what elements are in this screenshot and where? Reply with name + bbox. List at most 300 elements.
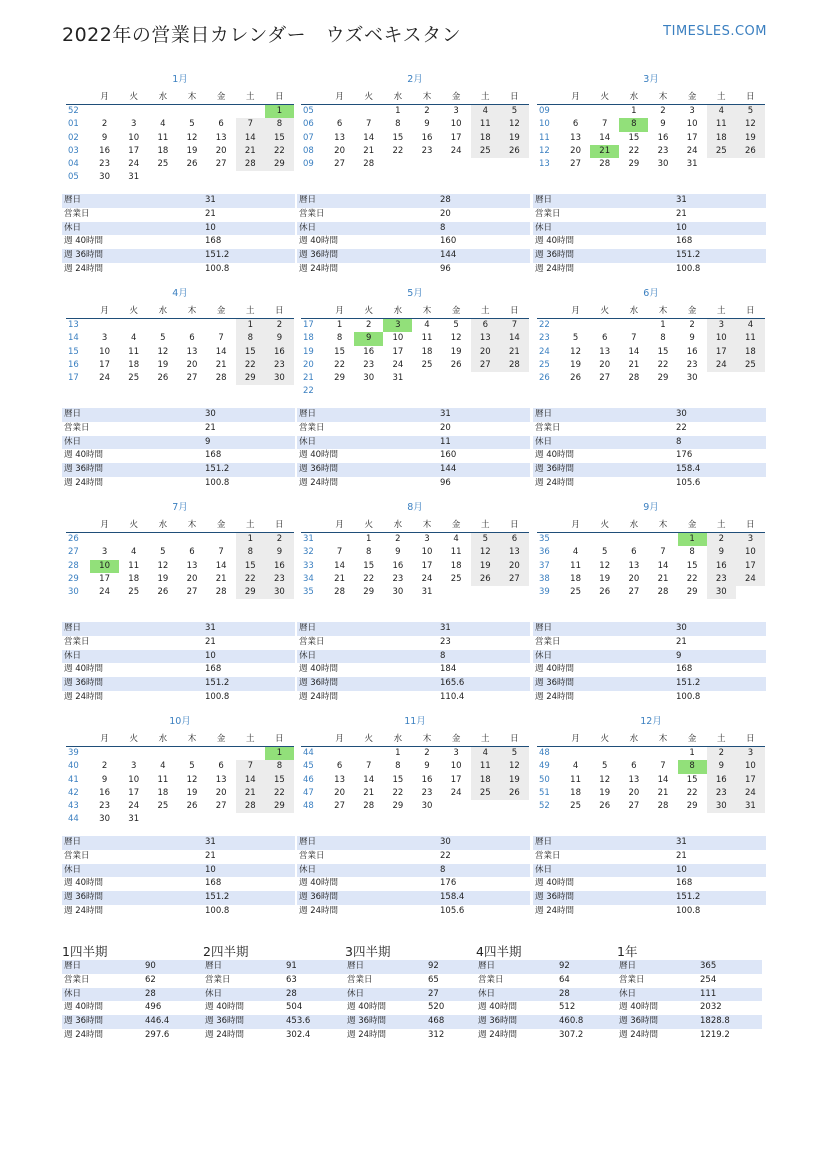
day-cell[interactable]: 13 xyxy=(215,774,227,785)
day-cell[interactable]: 27 xyxy=(215,159,227,170)
day-cell[interactable]: 27 xyxy=(599,373,611,384)
day-cell[interactable]: 8 xyxy=(660,333,666,344)
day-cell[interactable]: 5 xyxy=(602,547,608,558)
day-cell[interactable]: 10 xyxy=(99,346,110,357)
day-cell[interactable]: 29 xyxy=(236,372,265,385)
day-cell[interactable]: 7 xyxy=(236,760,265,773)
day-cell[interactable]: 22 xyxy=(334,359,345,370)
day-cell[interactable]: 30 xyxy=(265,372,294,385)
day-cell[interactable]: 8 xyxy=(395,119,401,130)
day-cell[interactable]: 25 xyxy=(570,587,581,598)
day-cell[interactable]: 17 xyxy=(99,573,110,584)
day-cell[interactable]: 11 xyxy=(421,333,433,344)
day-cell[interactable]: 18 xyxy=(570,573,581,584)
day-cell[interactable]: 14 xyxy=(215,346,227,357)
day-cell[interactable]: 3 xyxy=(101,547,108,558)
day-cell[interactable]: 18 xyxy=(128,573,140,584)
day-cell[interactable]: 30 xyxy=(265,586,294,599)
day-cell[interactable]: 29 xyxy=(265,158,294,171)
day-cell[interactable]: 21 xyxy=(363,787,375,798)
day-cell[interactable]: 26 xyxy=(500,787,529,800)
day-cell[interactable]: 11 xyxy=(570,560,581,571)
day-cell[interactable]: 9 xyxy=(660,119,666,130)
day-cell[interactable]: 30 xyxy=(99,814,110,825)
day-cell[interactable]: 16 xyxy=(99,145,110,156)
day-cell[interactable]: 11 xyxy=(570,774,581,785)
day-cell[interactable]: 23 xyxy=(265,359,294,372)
day-cell[interactable]: 5 xyxy=(572,333,579,344)
day-cell[interactable]: 29 xyxy=(363,587,375,598)
day-cell[interactable]: 17 xyxy=(128,787,140,798)
day-cell[interactable]: 22 xyxy=(265,145,294,158)
day-cell[interactable]: 26 xyxy=(157,587,169,598)
day-cell[interactable]: 23 xyxy=(707,787,736,800)
day-cell[interactable]: 13 xyxy=(500,546,529,559)
day-cell[interactable]: 25 xyxy=(128,587,140,598)
day-cell[interactable]: 23 xyxy=(265,573,294,586)
day-cell[interactable]: 4 xyxy=(131,333,137,344)
day-cell[interactable]: 17 xyxy=(736,774,765,787)
day-cell[interactable]: 23 xyxy=(421,787,433,798)
day-cell[interactable]: 15 xyxy=(236,560,265,573)
day-cell[interactable]: 22 xyxy=(657,359,669,370)
day-cell[interactable]: 24 xyxy=(421,573,433,584)
day-cell[interactable]: 11 xyxy=(157,132,169,143)
day-cell[interactable]: 12 xyxy=(599,774,611,785)
day-cell[interactable]: 29 xyxy=(657,373,669,384)
day-cell[interactable]: 12 xyxy=(500,760,529,773)
day-cell[interactable]: 29 xyxy=(686,587,698,598)
day-cell[interactable]: 6 xyxy=(572,119,579,130)
day-cell[interactable]: 3 xyxy=(101,333,108,344)
day-cell[interactable]: 7 xyxy=(366,119,372,130)
day-cell[interactable]: 21 xyxy=(334,573,345,584)
day-cell[interactable]: 14 xyxy=(363,132,375,143)
day-cell[interactable]: 6 xyxy=(336,119,343,130)
day-cell[interactable]: 31 xyxy=(686,159,698,170)
day-cell[interactable]: 5 xyxy=(500,105,529,119)
day-cell[interactable]: 1 xyxy=(631,106,637,116)
day-cell[interactable]: 10 xyxy=(450,119,462,130)
day-cell[interactable]: 27 xyxy=(628,587,640,598)
day-cell[interactable]: 2 xyxy=(707,747,736,761)
day-cell[interactable]: 1 xyxy=(265,105,294,119)
day-cell[interactable]: 23 xyxy=(686,359,698,370)
day-cell[interactable]: 13 xyxy=(628,774,640,785)
day-cell[interactable]: 8 xyxy=(366,547,372,558)
day-cell[interactable]: 26 xyxy=(450,359,462,370)
day-cell[interactable]: 21 xyxy=(500,346,529,359)
day-cell[interactable]: 8 xyxy=(236,332,265,345)
day-cell[interactable]: 6 xyxy=(471,319,500,333)
day-cell[interactable]: 5 xyxy=(189,119,195,130)
day-cell[interactable]: 8 xyxy=(395,761,401,772)
day-cell[interactable]: 3 xyxy=(689,106,695,116)
day-cell[interactable]: 20 xyxy=(471,346,500,359)
day-cell[interactable]: 25 xyxy=(421,359,433,370)
day-cell[interactable]: 2 xyxy=(366,320,372,330)
day-cell[interactable]: 20 xyxy=(599,359,611,370)
day-cell[interactable]: 24 xyxy=(450,145,462,156)
day-cell[interactable]: 18 xyxy=(471,132,500,145)
day-cell[interactable]: 17 xyxy=(707,346,736,359)
day-cell[interactable]: 7 xyxy=(602,119,608,130)
day-cell[interactable]: 14 xyxy=(500,332,529,345)
day-cell[interactable]: 29 xyxy=(265,800,294,813)
day-cell[interactable]: 16 xyxy=(421,774,433,785)
day-cell[interactable]: 15 xyxy=(392,774,404,785)
day-cell[interactable]: 7 xyxy=(660,547,666,558)
day-cell[interactable]: 2 xyxy=(660,106,666,116)
day-cell[interactable]: 10 xyxy=(90,560,119,573)
day-cell[interactable]: 10 xyxy=(392,333,404,344)
day-cell[interactable]: 5 xyxy=(500,747,529,761)
day-cell[interactable]: 30 xyxy=(421,801,433,812)
day-cell[interactable]: 3 xyxy=(453,106,459,116)
day-cell[interactable]: 1 xyxy=(660,320,666,330)
day-cell[interactable]: 15 xyxy=(628,132,640,143)
day-cell[interactable]: 2 xyxy=(101,761,108,772)
day-cell[interactable]: 1 xyxy=(236,533,265,547)
day-cell[interactable]: 6 xyxy=(218,761,224,772)
day-cell[interactable]: 14 xyxy=(215,560,227,571)
day-cell[interactable]: 20 xyxy=(334,787,345,798)
day-cell[interactable]: 12 xyxy=(186,132,198,143)
day-cell[interactable]: 28 xyxy=(363,801,375,812)
day-cell[interactable]: 10 xyxy=(736,760,765,773)
day-cell[interactable]: 15 xyxy=(334,346,345,357)
day-cell[interactable]: 27 xyxy=(334,159,345,170)
day-cell[interactable]: 31 xyxy=(128,172,140,183)
day-cell[interactable]: 6 xyxy=(631,761,637,772)
day-cell[interactable]: 19 xyxy=(186,787,198,798)
day-cell[interactable]: 21 xyxy=(236,145,265,158)
day-cell[interactable]: 25 xyxy=(471,145,500,158)
day-cell[interactable]: 6 xyxy=(189,547,195,558)
day-cell[interactable]: 24 xyxy=(99,587,110,598)
day-cell[interactable]: 9 xyxy=(424,119,430,130)
day-cell[interactable]: 15 xyxy=(265,774,294,787)
day-cell[interactable]: 19 xyxy=(599,573,611,584)
day-cell[interactable]: 17 xyxy=(421,560,433,571)
day-cell[interactable]: 21 xyxy=(590,145,619,158)
day-cell[interactable]: 31 xyxy=(128,814,140,825)
day-cell[interactable]: 25 xyxy=(471,787,500,800)
day-cell[interactable]: 3 xyxy=(131,761,137,772)
day-cell[interactable]: 31 xyxy=(736,800,765,813)
day-cell[interactable]: 7 xyxy=(218,333,224,344)
day-cell[interactable]: 18 xyxy=(421,346,433,357)
day-cell[interactable]: 20 xyxy=(500,560,529,573)
day-cell[interactable]: 26 xyxy=(736,145,765,158)
day-cell[interactable]: 4 xyxy=(471,105,500,119)
day-cell[interactable]: 5 xyxy=(602,761,608,772)
day-cell[interactable]: 7 xyxy=(218,547,224,558)
day-cell[interactable]: 5 xyxy=(471,533,500,547)
day-cell[interactable]: 20 xyxy=(215,145,227,156)
day-cell[interactable]: 15 xyxy=(363,560,375,571)
day-cell[interactable]: 26 xyxy=(570,373,581,384)
day-cell[interactable]: 18 xyxy=(471,774,500,787)
day-cell[interactable]: 15 xyxy=(686,774,698,785)
day-cell[interactable]: 17 xyxy=(736,560,765,573)
day-cell[interactable]: 14 xyxy=(334,560,345,571)
day-cell[interactable]: 18 xyxy=(570,787,581,798)
day-cell[interactable]: 26 xyxy=(157,373,169,384)
day-cell[interactable]: 24 xyxy=(450,787,462,798)
day-cell[interactable]: 3 xyxy=(736,533,765,547)
day-cell[interactable]: 9 xyxy=(395,547,401,558)
day-cell[interactable]: 15 xyxy=(236,346,265,359)
day-cell[interactable]: 26 xyxy=(186,159,198,170)
day-cell[interactable]: 14 xyxy=(236,774,265,787)
day-cell[interactable]: 25 xyxy=(707,145,736,158)
day-cell[interactable]: 20 xyxy=(334,145,345,156)
day-cell[interactable]: 28 xyxy=(657,587,669,598)
day-cell[interactable]: 2 xyxy=(689,320,695,330)
day-cell[interactable]: 23 xyxy=(363,359,375,370)
day-cell[interactable]: 29 xyxy=(392,801,404,812)
day-cell[interactable]: 11 xyxy=(128,346,140,357)
day-cell[interactable]: 22 xyxy=(628,145,640,156)
day-cell[interactable]: 7 xyxy=(236,118,265,131)
day-cell[interactable]: 19 xyxy=(570,359,581,370)
day-cell[interactable]: 20 xyxy=(215,787,227,798)
day-cell[interactable]: 24 xyxy=(736,573,765,586)
day-cell[interactable]: 16 xyxy=(686,346,698,357)
day-cell[interactable]: 2 xyxy=(707,533,736,547)
day-cell[interactable]: 28 xyxy=(363,159,375,170)
day-cell[interactable]: 1 xyxy=(395,106,401,116)
day-cell[interactable]: 8 xyxy=(336,333,343,344)
day-cell[interactable]: 12 xyxy=(471,546,500,559)
day-cell[interactable]: 23 xyxy=(392,573,404,584)
day-cell[interactable]: 11 xyxy=(471,118,500,131)
day-cell[interactable]: 10 xyxy=(686,119,698,130)
day-cell[interactable]: 25 xyxy=(450,573,462,584)
day-cell[interactable]: 2 xyxy=(424,106,430,116)
day-cell[interactable]: 2 xyxy=(101,119,108,130)
day-cell[interactable]: 23 xyxy=(99,159,110,170)
day-cell[interactable]: 22 xyxy=(363,573,375,584)
day-cell[interactable]: 5 xyxy=(160,333,166,344)
day-cell[interactable]: 12 xyxy=(157,346,169,357)
day-cell[interactable]: 29 xyxy=(236,586,265,599)
day-cell[interactable]: 7 xyxy=(336,547,343,558)
day-cell[interactable]: 4 xyxy=(707,105,736,119)
day-cell[interactable]: 12 xyxy=(157,560,169,571)
day-cell[interactable]: 9 xyxy=(707,760,736,773)
day-cell[interactable]: 28 xyxy=(628,373,640,384)
day-cell[interactable]: 10 xyxy=(421,547,433,558)
day-cell[interactable]: 5 xyxy=(736,105,765,119)
day-cell[interactable]: 22 xyxy=(265,787,294,800)
day-cell[interactable]: 17 xyxy=(450,774,462,785)
day-cell[interactable]: 27 xyxy=(186,587,198,598)
day-cell[interactable]: 4 xyxy=(572,547,579,558)
day-cell[interactable]: 25 xyxy=(128,373,140,384)
day-cell[interactable]: 4 xyxy=(160,761,166,772)
day-cell[interactable]: 6 xyxy=(189,333,195,344)
day-cell[interactable]: 20 xyxy=(628,787,640,798)
day-cell[interactable]: 4 xyxy=(572,761,579,772)
day-cell[interactable]: 16 xyxy=(707,774,736,787)
day-cell[interactable]: 6 xyxy=(218,119,224,130)
day-cell[interactable]: 26 xyxy=(599,587,611,598)
day-cell[interactable]: 3 xyxy=(453,748,459,758)
day-cell[interactable]: 2 xyxy=(395,534,401,544)
day-cell[interactable]: 10 xyxy=(128,132,140,143)
day-cell[interactable]: 24 xyxy=(736,787,765,800)
day-cell[interactable]: 16 xyxy=(265,346,294,359)
day-cell[interactable]: 28 xyxy=(215,373,227,384)
day-cell[interactable]: 1 xyxy=(678,533,707,547)
day-cell[interactable]: 4 xyxy=(131,547,137,558)
day-cell[interactable]: 28 xyxy=(599,159,611,170)
day-cell[interactable]: 30 xyxy=(657,159,669,170)
day-cell[interactable]: 12 xyxy=(570,346,581,357)
day-cell[interactable]: 28 xyxy=(334,587,345,598)
day-cell[interactable]: 11 xyxy=(707,118,736,131)
day-cell[interactable]: 13 xyxy=(186,346,198,357)
day-cell[interactable]: 30 xyxy=(392,587,404,598)
day-cell[interactable]: 8 xyxy=(236,546,265,559)
day-cell[interactable]: 29 xyxy=(686,801,698,812)
day-cell[interactable]: 21 xyxy=(215,573,227,584)
day-cell[interactable]: 10 xyxy=(450,761,462,772)
day-cell[interactable]: 21 xyxy=(657,573,669,584)
day-cell[interactable]: 7 xyxy=(366,761,372,772)
day-cell[interactable]: 1 xyxy=(689,748,695,758)
day-cell[interactable]: 15 xyxy=(657,346,669,357)
day-cell[interactable]: 17 xyxy=(128,145,140,156)
day-cell[interactable]: 24 xyxy=(99,373,110,384)
day-cell[interactable]: 24 xyxy=(128,159,140,170)
day-cell[interactable]: 20 xyxy=(628,573,640,584)
day-cell[interactable]: 9 xyxy=(354,332,383,345)
day-cell[interactable]: 27 xyxy=(628,801,640,812)
day-cell[interactable]: 20 xyxy=(186,573,198,584)
day-cell[interactable]: 10 xyxy=(707,332,736,345)
day-cell[interactable]: 7 xyxy=(660,761,666,772)
day-cell[interactable]: 17 xyxy=(450,132,462,143)
day-cell[interactable]: 26 xyxy=(471,573,500,586)
day-cell[interactable]: 16 xyxy=(657,132,669,143)
day-cell[interactable]: 11 xyxy=(471,760,500,773)
day-cell[interactable]: 19 xyxy=(500,132,529,145)
day-cell[interactable]: 23 xyxy=(707,573,736,586)
day-cell[interactable]: 24 xyxy=(392,359,404,370)
day-cell[interactable]: 28 xyxy=(500,359,529,372)
day-cell[interactable]: 12 xyxy=(450,333,462,344)
day-cell[interactable]: 21 xyxy=(215,359,227,370)
day-cell[interactable]: 27 xyxy=(471,359,500,372)
day-cell[interactable]: 6 xyxy=(631,547,637,558)
day-cell[interactable]: 4 xyxy=(736,319,765,333)
day-cell[interactable]: 9 xyxy=(424,761,430,772)
day-cell[interactable]: 25 xyxy=(736,359,765,372)
day-cell[interactable]: 12 xyxy=(500,118,529,131)
day-cell[interactable]: 5 xyxy=(160,547,166,558)
day-cell[interactable]: 13 xyxy=(570,132,581,143)
day-cell[interactable]: 2 xyxy=(265,319,294,333)
day-cell[interactable]: 19 xyxy=(157,573,169,584)
day-cell[interactable]: 25 xyxy=(157,159,169,170)
day-cell[interactable]: 1 xyxy=(236,319,265,333)
day-cell[interactable]: 19 xyxy=(471,560,500,573)
day-cell[interactable]: 27 xyxy=(186,373,198,384)
day-cell[interactable]: 30 xyxy=(99,172,110,183)
day-cell[interactable]: 17 xyxy=(686,132,698,143)
day-cell[interactable]: 15 xyxy=(265,132,294,145)
day-cell[interactable]: 21 xyxy=(363,145,375,156)
day-cell[interactable]: 13 xyxy=(186,560,198,571)
day-cell[interactable]: 28 xyxy=(657,801,669,812)
day-cell[interactable]: 27 xyxy=(570,159,581,170)
day-cell[interactable]: 19 xyxy=(736,132,765,145)
day-cell[interactable]: 11 xyxy=(736,332,765,345)
day-cell[interactable]: 21 xyxy=(236,787,265,800)
day-cell[interactable]: 4 xyxy=(424,320,430,330)
day-cell[interactable]: 13 xyxy=(334,774,345,785)
day-cell[interactable]: 8 xyxy=(689,547,695,558)
day-cell[interactable]: 16 xyxy=(265,560,294,573)
day-cell[interactable]: 12 xyxy=(736,118,765,131)
day-cell[interactable]: 1 xyxy=(366,534,372,544)
day-cell[interactable]: 12 xyxy=(599,560,611,571)
day-cell[interactable]: 23 xyxy=(99,801,110,812)
day-cell[interactable]: 14 xyxy=(628,346,640,357)
day-cell[interactable]: 15 xyxy=(392,132,404,143)
brand-logo-text[interactable]: TIMESLES.COM xyxy=(663,24,767,39)
day-cell[interactable]: 3 xyxy=(707,319,736,333)
day-cell[interactable]: 5 xyxy=(453,320,459,330)
day-cell[interactable]: 16 xyxy=(707,560,736,573)
day-cell[interactable]: 30 xyxy=(707,800,736,813)
day-cell[interactable]: 22 xyxy=(392,787,404,798)
day-cell[interactable]: 17 xyxy=(99,359,110,370)
day-cell[interactable]: 18 xyxy=(128,359,140,370)
day-cell[interactable]: 18 xyxy=(157,145,169,156)
day-cell[interactable]: 9 xyxy=(265,546,294,559)
day-cell[interactable]: 14 xyxy=(363,774,375,785)
day-cell[interactable]: 2 xyxy=(424,748,430,758)
day-cell[interactable]: 7 xyxy=(500,319,529,333)
day-cell[interactable]: 25 xyxy=(570,801,581,812)
day-cell[interactable]: 4 xyxy=(160,119,166,130)
day-cell[interactable]: 14 xyxy=(599,132,611,143)
day-cell[interactable]: 26 xyxy=(500,145,529,158)
day-cell[interactable]: 23 xyxy=(421,145,433,156)
day-cell[interactable]: 20 xyxy=(570,145,581,156)
day-cell[interactable]: 18 xyxy=(450,560,462,571)
day-cell[interactable]: 9 xyxy=(265,332,294,345)
day-cell[interactable]: 28 xyxy=(236,158,265,171)
day-cell[interactable]: 28 xyxy=(236,800,265,813)
day-cell[interactable]: 3 xyxy=(736,747,765,761)
day-cell[interactable]: 21 xyxy=(657,787,669,798)
day-cell[interactable]: 6 xyxy=(336,761,343,772)
day-cell[interactable]: 16 xyxy=(392,560,404,571)
day-cell[interactable]: 14 xyxy=(236,132,265,145)
day-cell[interactable]: 30 xyxy=(707,586,736,599)
day-cell[interactable]: 4 xyxy=(453,534,459,544)
day-cell[interactable]: 19 xyxy=(157,359,169,370)
day-cell[interactable]: 13 xyxy=(334,132,345,143)
day-cell[interactable]: 1 xyxy=(336,320,343,330)
day-cell[interactable]: 28 xyxy=(215,587,227,598)
day-cell[interactable]: 23 xyxy=(657,145,669,156)
